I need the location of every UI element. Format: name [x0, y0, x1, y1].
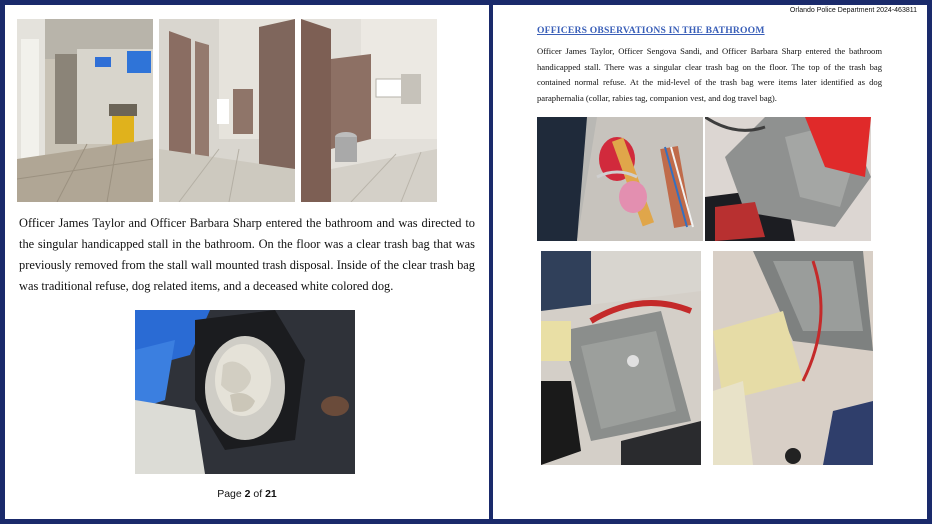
observation-paragraph: Officer James Taylor and Officer Barbara Sharp entered the bathroom and was directed to the singular handicapped stall in the bathroom. On the floor was a clear trash bag that was previously removed from the stall wall mounted trash disposal. Inside of the clear trash bag was traditional refuse, dog related items, and a deceased white colored dog. — [19, 216, 475, 293]
section-heading: OFFICERS OBSERVATIONS IN THE BATHROOM — [537, 25, 765, 36]
trash-bag-photo — [135, 310, 355, 474]
page-total: 21 — [265, 488, 277, 500]
restroom-stalls-photo — [159, 19, 295, 202]
report-page-left — [5, 5, 489, 519]
page-label: Page — [217, 488, 245, 500]
travel-bag-photo — [541, 251, 701, 465]
observation-paragraph: Officer James Taylor, Officer Sengova Sandi, and Officer Barbara Sharp entered the bathroom handicapped stall. There was a singular clear trash bag on the floor. The top of the trash bag contained normal refuse. At the mid-level of the trash bag were items later identified as dog paraphernalia (collar, rabies tag, companion vest, and dog travel bag). — [537, 46, 882, 103]
case-number-header: Orlando Police Department 2024-463811 — [789, 7, 917, 14]
companion-vest-photo — [705, 117, 871, 241]
gloved-vest-photo — [713, 251, 873, 465]
collar-tag-photo — [537, 117, 703, 241]
report-page-right — [493, 5, 927, 519]
page-current: 2 — [244, 488, 251, 500]
restroom-entrance-photo — [17, 19, 153, 202]
page-number — [5, 488, 489, 500]
page-of-label: of — [250, 488, 266, 500]
handicapped-stall-photo — [301, 19, 437, 202]
